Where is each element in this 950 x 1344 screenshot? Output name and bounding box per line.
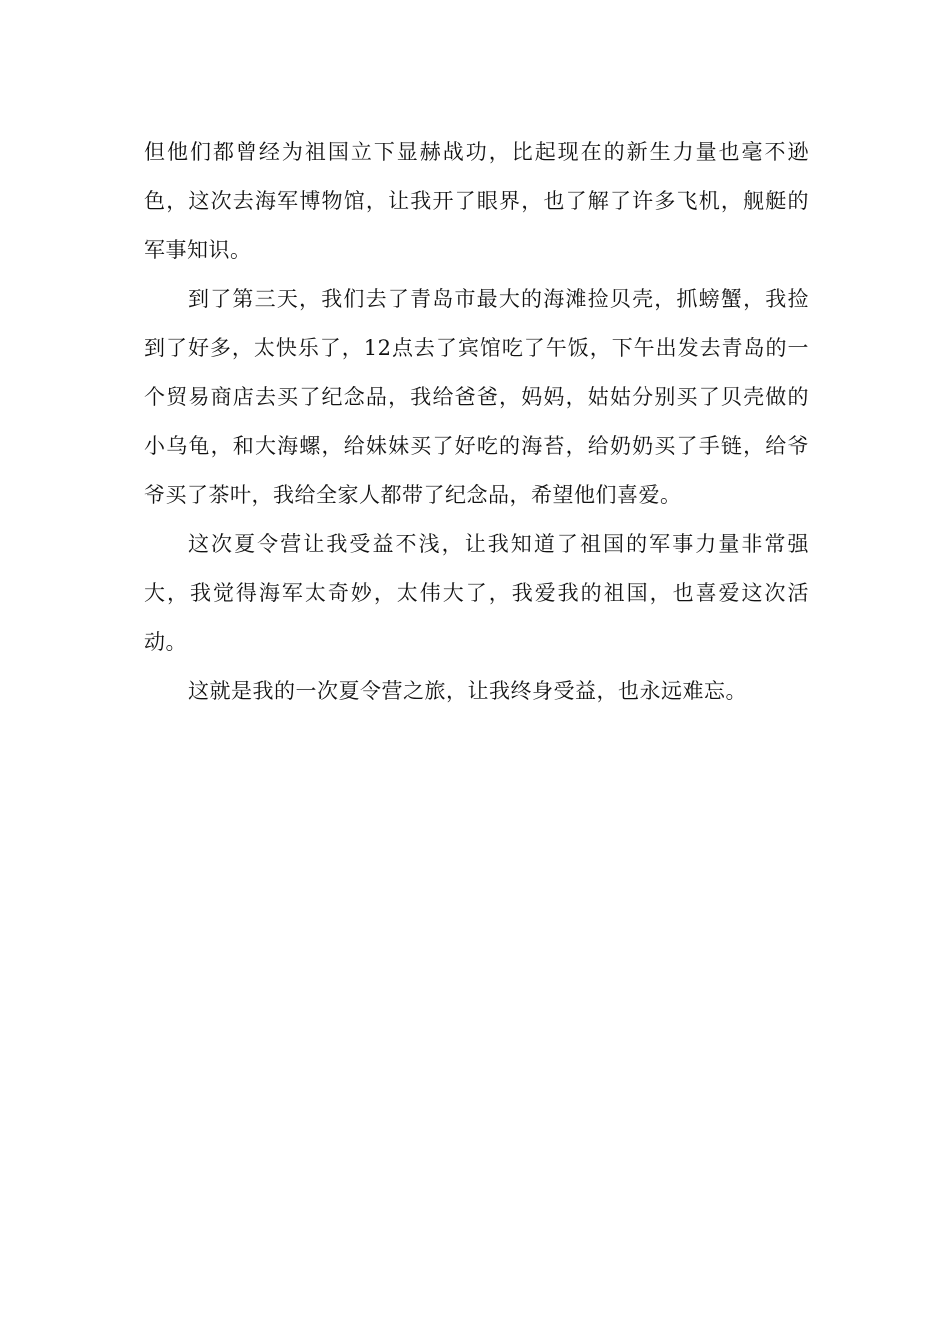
paragraph-3: 这次夏令营让我受益不浅，让我知道了祖国的军事力量非常强大，我觉得海军太奇妙，太伟大了，我爱我的祖国，也喜爱这次活动。 — [144, 532, 809, 654]
paragraph-2: 到了第三天，我们去了青岛市最大的海滩捡贝壳，抓螃蟹，我捡到了好多，太快乐了，12点去了宾馆吃了午饭，下午出发去青岛的一个贸易商店去买了纪念品，我给爸爸，妈妈，姑姑分别买了贝壳做的小乌龟，和大海螺，给妹妹买了好吃的海苔，给奶奶买了手链，给爷爷买了茶叶，我给全家人都带了纪念品，希望他们喜爱。 — [144, 287, 809, 507]
paragraph-4: 这就是我的一次夏令营之旅，让我终身受益，也永远难忘。 — [188, 679, 747, 703]
document-body — [144, 128, 809, 716]
paragraph-1: 但他们都曾经为祖国立下显赫战功，比起现在的新生力量也毫不逊色，这次去海军博物馆，让我开了眼界，也了解了许多飞机，舰艇的军事知识。 — [144, 140, 809, 262]
